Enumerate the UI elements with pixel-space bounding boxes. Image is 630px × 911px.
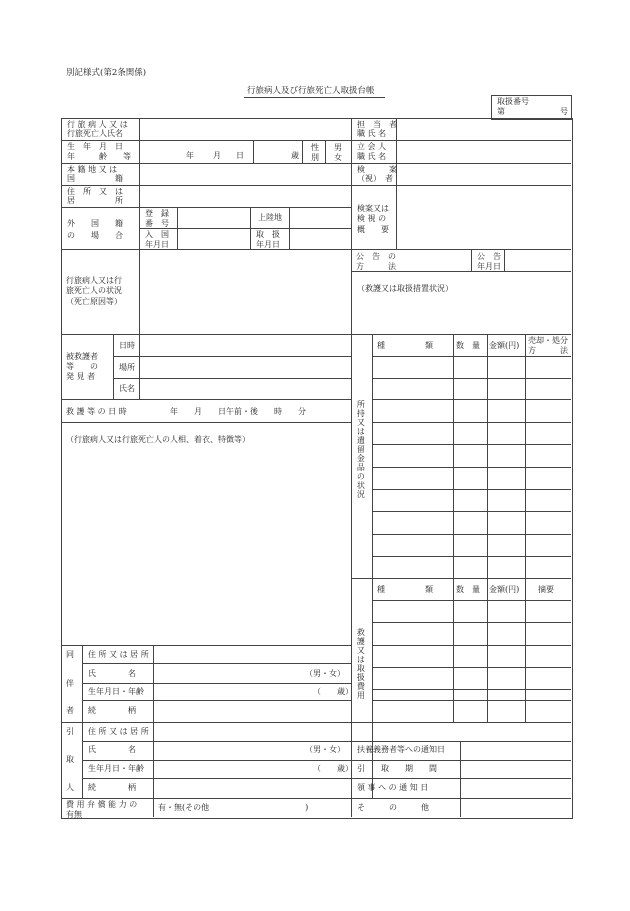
birth-label-1: 生 年 月 日 <box>67 142 123 151</box>
address-label-1: 住 所 又 は <box>67 187 123 196</box>
handling-date-label: 取 扱 年月日 <box>256 230 280 249</box>
belongings-header-type: 種 類 <box>377 341 433 350</box>
birth-year: 年 <box>186 151 194 160</box>
right-label-divider <box>396 118 397 249</box>
registration-number-label: 登 録 番 号 <box>145 209 169 228</box>
companion-row-name: 氏 名 <box>88 669 136 678</box>
features-field[interactable] <box>62 445 350 645</box>
companion-row-relation: 続 柄 <box>88 706 136 715</box>
exam-summary-label: 検案又は 検 視 の 概 要 <box>357 204 389 234</box>
handling-number-prefix: 第 <box>497 107 505 116</box>
expense-header-amount: 金額(円) <box>489 585 520 594</box>
other-label: そ の 他 <box>357 803 429 812</box>
receiver-row-name: 氏 名 <box>88 745 136 754</box>
ability-label: 費 用 弁 償 能 力 の 有無 <box>66 800 138 819</box>
birth-day: 日 <box>236 151 244 160</box>
form-label: 別記様式(第2条関係) <box>66 68 147 78</box>
rescue-date-value[interactable]: 年 月 日午前・後 時 分 <box>170 407 306 416</box>
expense-header-qty: 数 量 <box>456 585 480 594</box>
address-label-2: 居 所 <box>67 196 123 205</box>
officer-label-1: 担 当 者 <box>357 120 397 129</box>
companion-row-birth: 生年月日・年齢 <box>88 687 144 696</box>
ability-value[interactable]: 有・無(その他 ) <box>158 803 309 812</box>
handling-number-suffix: 号 <box>560 107 568 116</box>
companion-sex-choice[interactable]: （男・女） <box>305 669 345 678</box>
companion-label-1: 同 <box>66 650 74 659</box>
belongings-header-qty: 数 量 <box>456 341 480 350</box>
patient-name-field[interactable] <box>140 119 350 140</box>
document-title: 行旅病人及び行旅死亡人取扱台帳 <box>247 86 375 96</box>
entry-date-label: 入 国 年月日 <box>145 230 169 249</box>
foreign-label-2: の 場 合 <box>67 231 123 240</box>
receiver-row-relation: 続 柄 <box>88 783 136 792</box>
belongings-side-label: 所持又は遺留金品の状況 <box>356 400 366 499</box>
rescuer-row-place: 場所 <box>119 363 135 372</box>
witness-label-2: 職 氏 名 <box>357 152 387 161</box>
rescue-date-label: 救 護 等 の 日 時 <box>66 407 127 416</box>
receiver-row-address: 住 所 又 は 居 所 <box>88 727 149 736</box>
receiver-label-2: 取 <box>66 755 74 764</box>
receiver-label-3: 人 <box>66 783 74 792</box>
domicile-label-1: 本 籍 地 又 は <box>67 165 118 174</box>
handling-number-label: 取扱番号 <box>497 97 529 106</box>
measures-label: （救護又は取扱措置状況） <box>357 284 453 293</box>
receiver-sex-choice[interactable]: （男・女） <box>305 745 345 754</box>
expense-side-label: 救護又は取扱費用 <box>356 628 366 700</box>
rescuer-label: 被救護者 等 の 発 見 者 <box>66 352 98 381</box>
rescuer-row-datetime: 日時 <box>119 341 135 350</box>
foreign-label-1: 外 国 籍 <box>67 219 123 228</box>
belongings-header-disposal: 売却・処分 方 法 <box>528 336 568 355</box>
expense-header-note: 摘要 <box>538 585 554 594</box>
birth-month: 月 <box>213 151 221 160</box>
examiner-label-2: （視） 者 <box>357 174 393 183</box>
landing-place-label: 上陸地 <box>258 213 282 222</box>
title-underline <box>244 97 385 98</box>
expense-header-type: 種 類 <box>377 585 433 594</box>
notice-method-label: 公 告 の 方 法 <box>356 252 396 272</box>
witness-label-1: 立 会 人 <box>357 142 387 151</box>
companion-row-address: 住 所 又 は 居 所 <box>88 650 149 659</box>
examiner-label-1: 検 案 <box>357 165 397 174</box>
officer-label-2: 職 氏 名 <box>357 129 387 138</box>
receiver-row-birth: 生年月日・年齢 <box>88 764 144 773</box>
domicile-label-2: 国 籍 <box>67 174 123 183</box>
center-divider-bottom <box>351 334 352 817</box>
status-label: 行旅病人又は行 旅死亡人の状況 （死亡原因等） <box>66 276 122 306</box>
status-field[interactable] <box>140 250 350 333</box>
companion-age-paren: （ 歳） <box>313 687 353 696</box>
birth-label-2: 年 齢 等 <box>67 152 131 161</box>
pickup-period-label: 引 取 期 間 <box>357 764 437 773</box>
sex-options[interactable]: 男 女 <box>334 143 342 162</box>
receiver-age-paren: （ 歳） <box>313 764 353 773</box>
consul-notice-label: 領 事 へ の 通 知 日 <box>357 783 429 792</box>
patient-name-label-1: 行 旅 病 人 又 は <box>67 120 128 129</box>
patient-name-label-2: 行旅死亡人氏名 <box>67 129 123 138</box>
receiver-label-1: 引 <box>66 727 74 736</box>
notice-date-label: 公 告 年月日 <box>477 252 501 272</box>
companion-label-3: 者 <box>66 706 74 715</box>
companion-label-2: 伴 <box>66 679 74 688</box>
features-label: （行旅病人又は行旅死亡人の人相、着衣、特徴等） <box>66 435 250 444</box>
measures-field[interactable] <box>352 272 570 333</box>
rescuer-row-name: 氏名 <box>119 384 135 393</box>
belongings-header-amount: 金額(円) <box>489 341 520 350</box>
age-unit: 歳 <box>291 151 299 160</box>
sex-label: 性 別 <box>311 143 319 162</box>
notice-guardian-label: 扶養義務者等への通知日 <box>357 745 445 754</box>
